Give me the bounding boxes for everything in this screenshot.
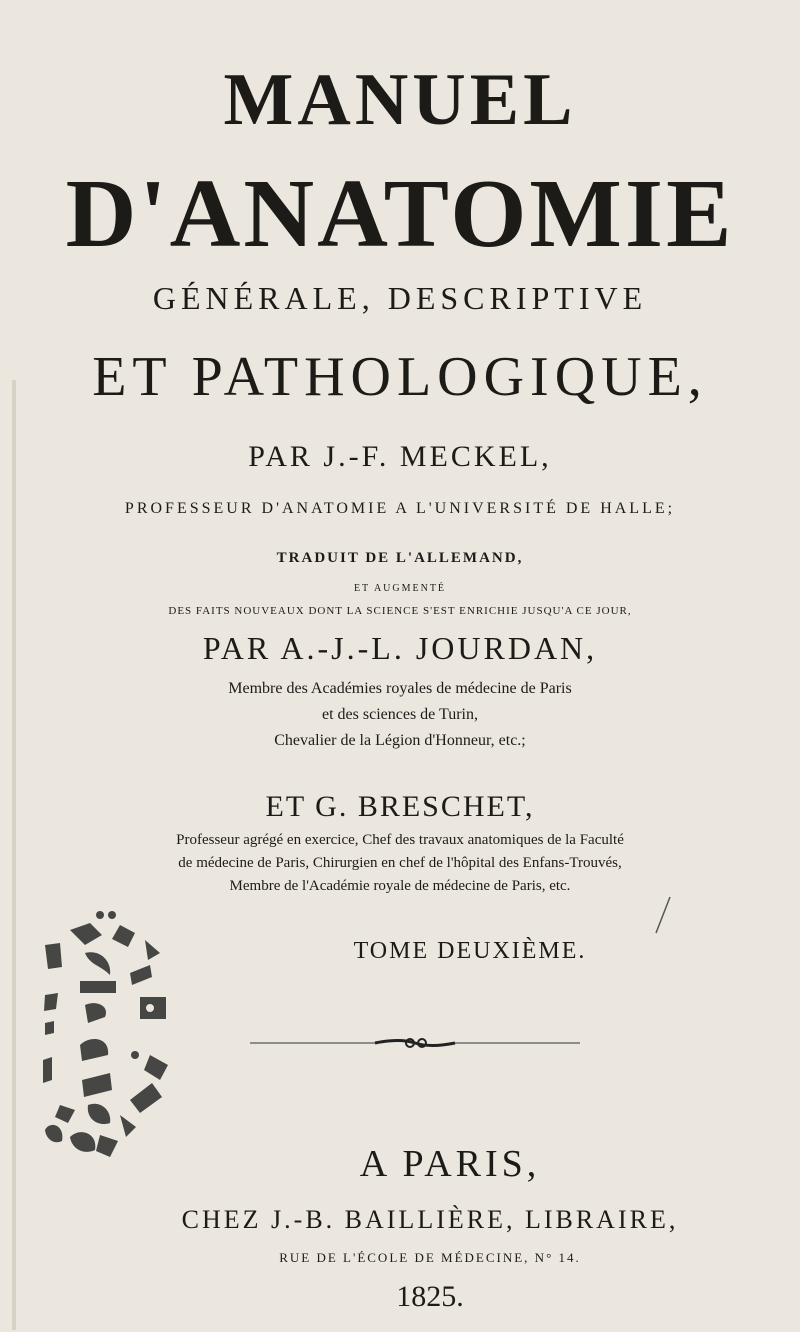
title-line-generale: GÉNÉRALE, DESCRIPTIVE	[152, 280, 648, 316]
title-line-anatomie: D'ANATOMIE	[65, 160, 735, 268]
breschet-credential-3: Membre de l'Académie royale de médecine de Paris, etc.	[229, 878, 571, 894]
jourdan-credential-1: Membre des Académies royales de médecine de Paris	[228, 680, 572, 697]
author-position: PROFESSEUR D'ANATOMIE A L'UNIVERSITÉ DE HALLE;	[124, 500, 676, 517]
title-line-manuel: MANUEL	[223, 59, 577, 141]
translated-from: TRADUIT DE L'ALLEMAND,	[276, 550, 524, 566]
imprint-city: A PARIS,	[359, 1143, 541, 1185]
volume-label: TOME DEUXIÈME.	[353, 938, 587, 964]
jourdan-credential-3: Chevalier de la Légion d'Honneur, etc.;	[274, 732, 526, 749]
ornament-rule-icon	[250, 1036, 580, 1050]
imprint-year: 1825.	[396, 1280, 464, 1313]
jourdan-credential-2: et des sciences de Turin,	[322, 706, 478, 723]
breschet-credential-2: de médecine de Paris, Chirurgien en chef de l'hôpital des Enfans-Trouvés,	[178, 855, 622, 871]
translator-jourdan: PAR A.-J.-L. JOURDAN,	[202, 630, 598, 666]
new-facts-note: DES FAITS NOUVEAUX DONT LA SCIENCE S'EST ENRICHIE JUSQU'A CE JOUR,	[168, 605, 632, 617]
pencil-mark-icon	[652, 895, 672, 935]
imprint-address: RUE DE L'ÉCOLE DE MÉDECINE, N° 14.	[279, 1250, 581, 1265]
library-stamp-icon	[40, 905, 220, 1175]
title-line-pathologique: ET PATHOLOGIQUE,	[92, 346, 708, 408]
breschet-credential-1: Professeur agrégé en exercice, Chef des travaux anatomiques de la Faculté	[176, 832, 624, 848]
translator-breschet: ET G. BRESCHET,	[265, 790, 535, 823]
imprint-publisher: CHEZ J.-B. BAILLIÈRE, LIBRAIRE,	[181, 1205, 679, 1234]
augmented-note: ET AUGMENTÉ	[353, 583, 447, 594]
author-name: PAR J.-F. MECKEL,	[248, 440, 552, 473]
